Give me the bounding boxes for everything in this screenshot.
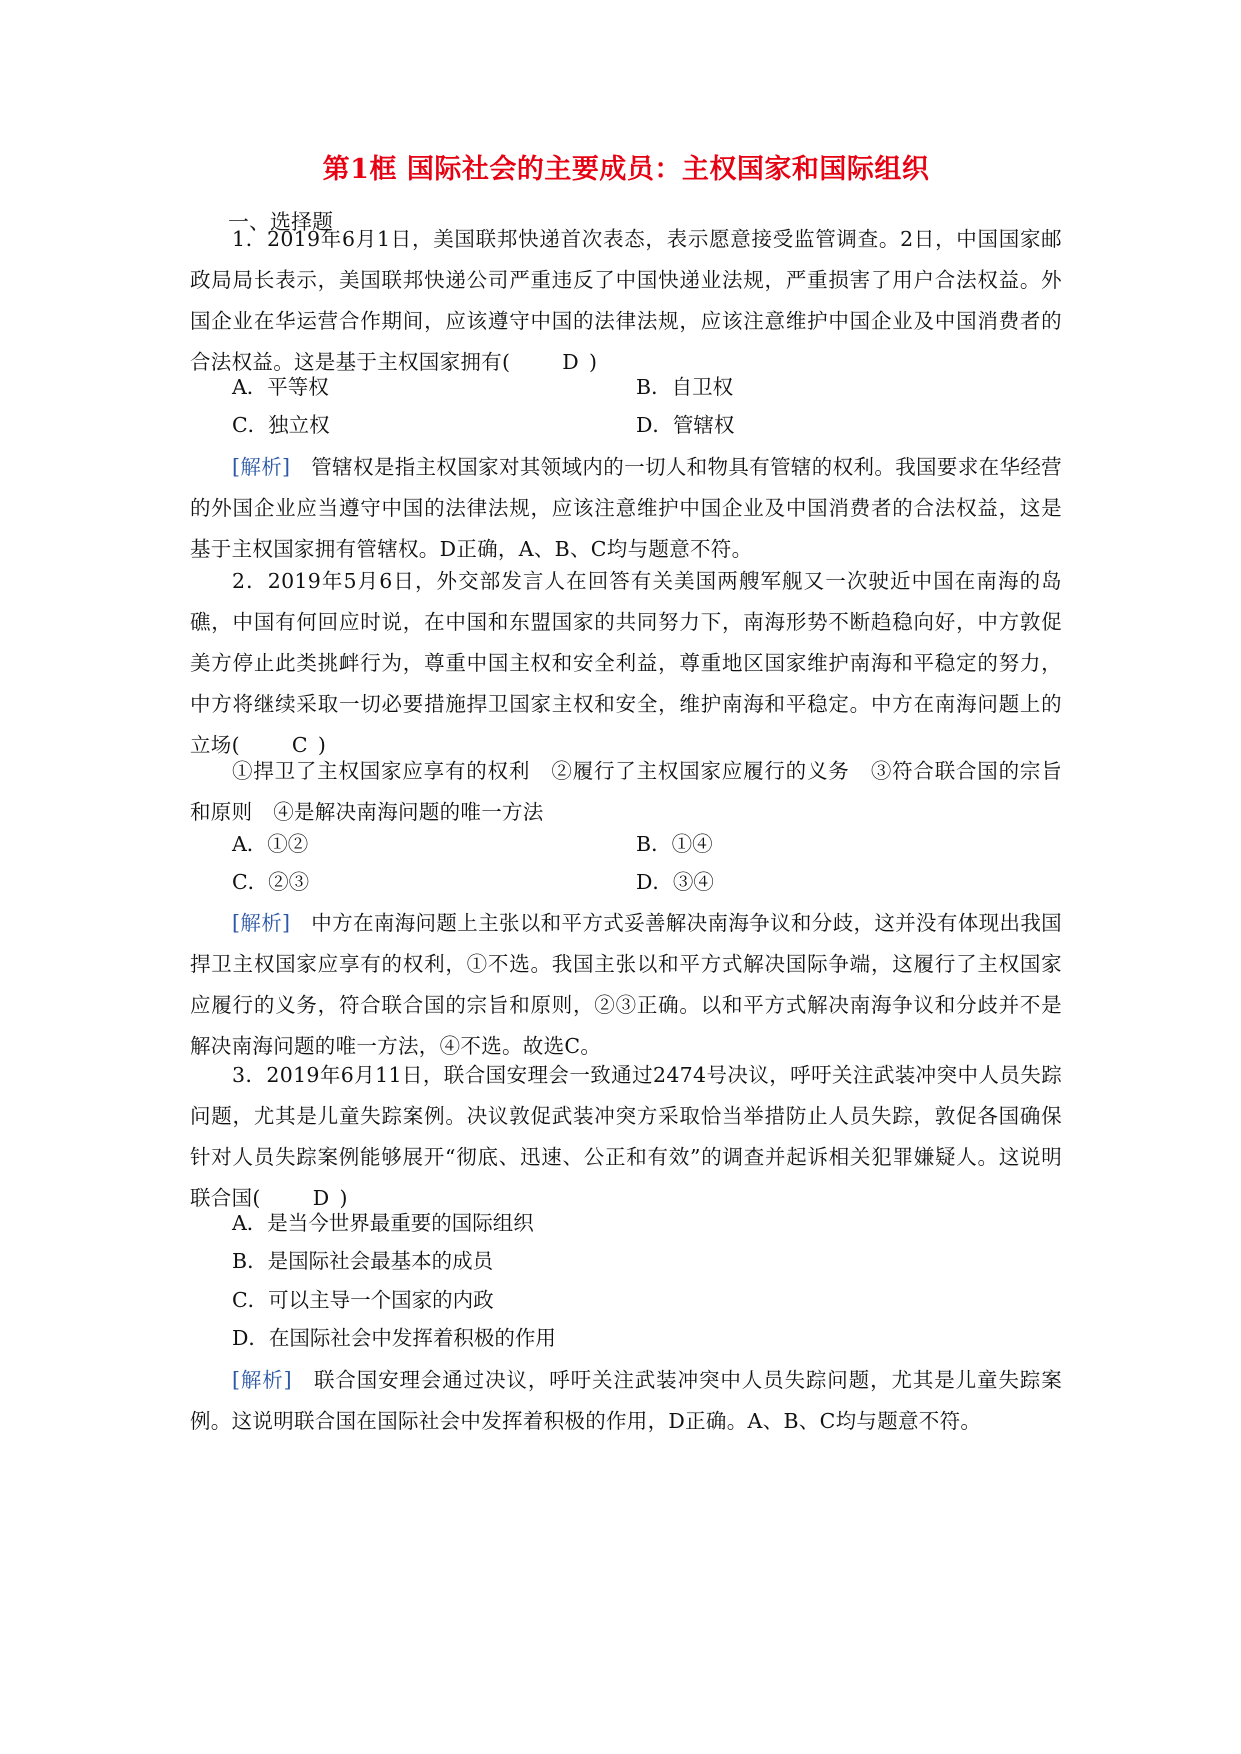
question-1-paren: ) xyxy=(589,350,598,374)
question-2-option-a: A．①② xyxy=(232,832,309,856)
question-1-text: 1．2019年6月1日，美国联邦快递首次表态，表示愿意接受监管调查。2日，中国国家邮政局局长表示，美国联邦快递公司严重违反了中国快递业法规，严重损害了用户合法权益。外国企业在华运营合作期间，应该遵守中国的法律法规，应该注意维护中国企业及中国消费者的合法权益。这是基于主权国家拥有( xyxy=(190,227,1062,374)
analysis-tag: [解析] xyxy=(232,911,291,935)
question-3-option-b: B．是国际社会最基本的成员 xyxy=(232,1249,494,1273)
question-3-answer: D xyxy=(312,1186,330,1210)
question-1-option-c: C．独立权 xyxy=(232,413,330,437)
page-title: 第1框 国际社会的主要成员：主权国家和国际组织 xyxy=(322,154,930,185)
section-heading: 一、选择题 xyxy=(228,210,333,234)
question-2-option-b: B．①④ xyxy=(636,832,713,856)
question-3-option-c: C．可以主导一个国家的内政 xyxy=(232,1288,494,1312)
question-3-stem xyxy=(190,1055,1062,1219)
analysis-tag: [解析] xyxy=(232,1368,292,1392)
question-2-option-c: C．②③ xyxy=(232,870,310,894)
question-2-paren: ) xyxy=(317,733,327,757)
question-2-text: 2．2019年5月6日，外交部发言人在回答有关美国两艘军舰又一次驶近中国在南海的岛礁，中国有何回应时说，在中国和东盟国家的共同努力下，南海形势不断趋稳向好，中方敦促美方停止此类挑衅行为，尊重中国主权和安全利益，尊重地区国家维护南海和平稳定的努力，中方将继续采取一切必要措施捍卫国家主权和安全，维护南海和平稳定。中方在南海问题上的立场( xyxy=(190,569,1062,757)
question-3-analysis xyxy=(190,1360,1062,1442)
question-1-stem xyxy=(190,219,1062,383)
question-1-option-d: D．管辖权 xyxy=(636,413,735,437)
question-2-option-d: D．③④ xyxy=(636,870,714,894)
question-2-stem xyxy=(190,561,1062,766)
question-3-text: 3．2019年6月11日，联合国安理会一致通过2474号决议，呼吁关注武装冲突中人员失踪问题，尤其是儿童失踪案例。决议敦促武装冲突方采取恰当举措防止人员失踪，敦促各国确保针对人员失踪案例能够展开“彻底、迅速、公正和有效”的调查并起诉相关犯罪嫌疑人。这说明联合国( xyxy=(190,1063,1062,1210)
question-3-analysis-text: 联合国安理会通过决议，呼吁关注武装冲突中人员失踪问题，尤其是儿童失踪案例。这说明联合国在国际社会中发挥着积极的作用，D正确。A、B、C均与题意不符。 xyxy=(190,1368,1062,1433)
question-3-option-d: D．在国际社会中发挥着积极的作用 xyxy=(232,1326,556,1350)
analysis-tag: [解析] xyxy=(232,455,291,479)
question-1-option-a: A．平等权 xyxy=(232,375,329,399)
question-1-answer: D xyxy=(562,350,580,374)
question-1-analysis xyxy=(190,447,1062,570)
question-2-analysis-text: 中方在南海问题上主张以和平方式妥善解决南海争议和分歧，这并没有体现出我国捍卫主权国家应享有的权利，①不选。我国主张以和平方式解决国际争端，这履行了主权国家应履行的义务，符合联合国的宗旨和原则，②③正确。以和平方式解决南海争议和分歧并不是解决南海问题的唯一方法，④不选。故选C。 xyxy=(190,911,1062,1058)
question-2-statements: ①捍卫了主权国家应享有的权利 ②履行了主权国家应履行的义务 ③符合联合国的宗旨和原则 ④是解决南海问题的唯一方法 xyxy=(190,759,1062,824)
question-2-answer: C xyxy=(291,733,308,757)
question-3-paren: ) xyxy=(339,1186,348,1210)
question-2-analysis xyxy=(190,903,1062,1067)
question-1-option-b: B．自卫权 xyxy=(636,375,734,399)
question-3-option-a: A．是当今世界最重要的国际组织 xyxy=(232,1211,534,1235)
question-1-analysis-text: 管辖权是指主权国家对其领域内的一切人和物具有管辖的权利。我国要求在华经营的外国企业应当遵守中国的法律法规，应该注意维护中国企业及中国消费者的合法权益，这是基于主权国家拥有管辖权。D正确，A、B、C均与题意不符。 xyxy=(190,455,1062,561)
